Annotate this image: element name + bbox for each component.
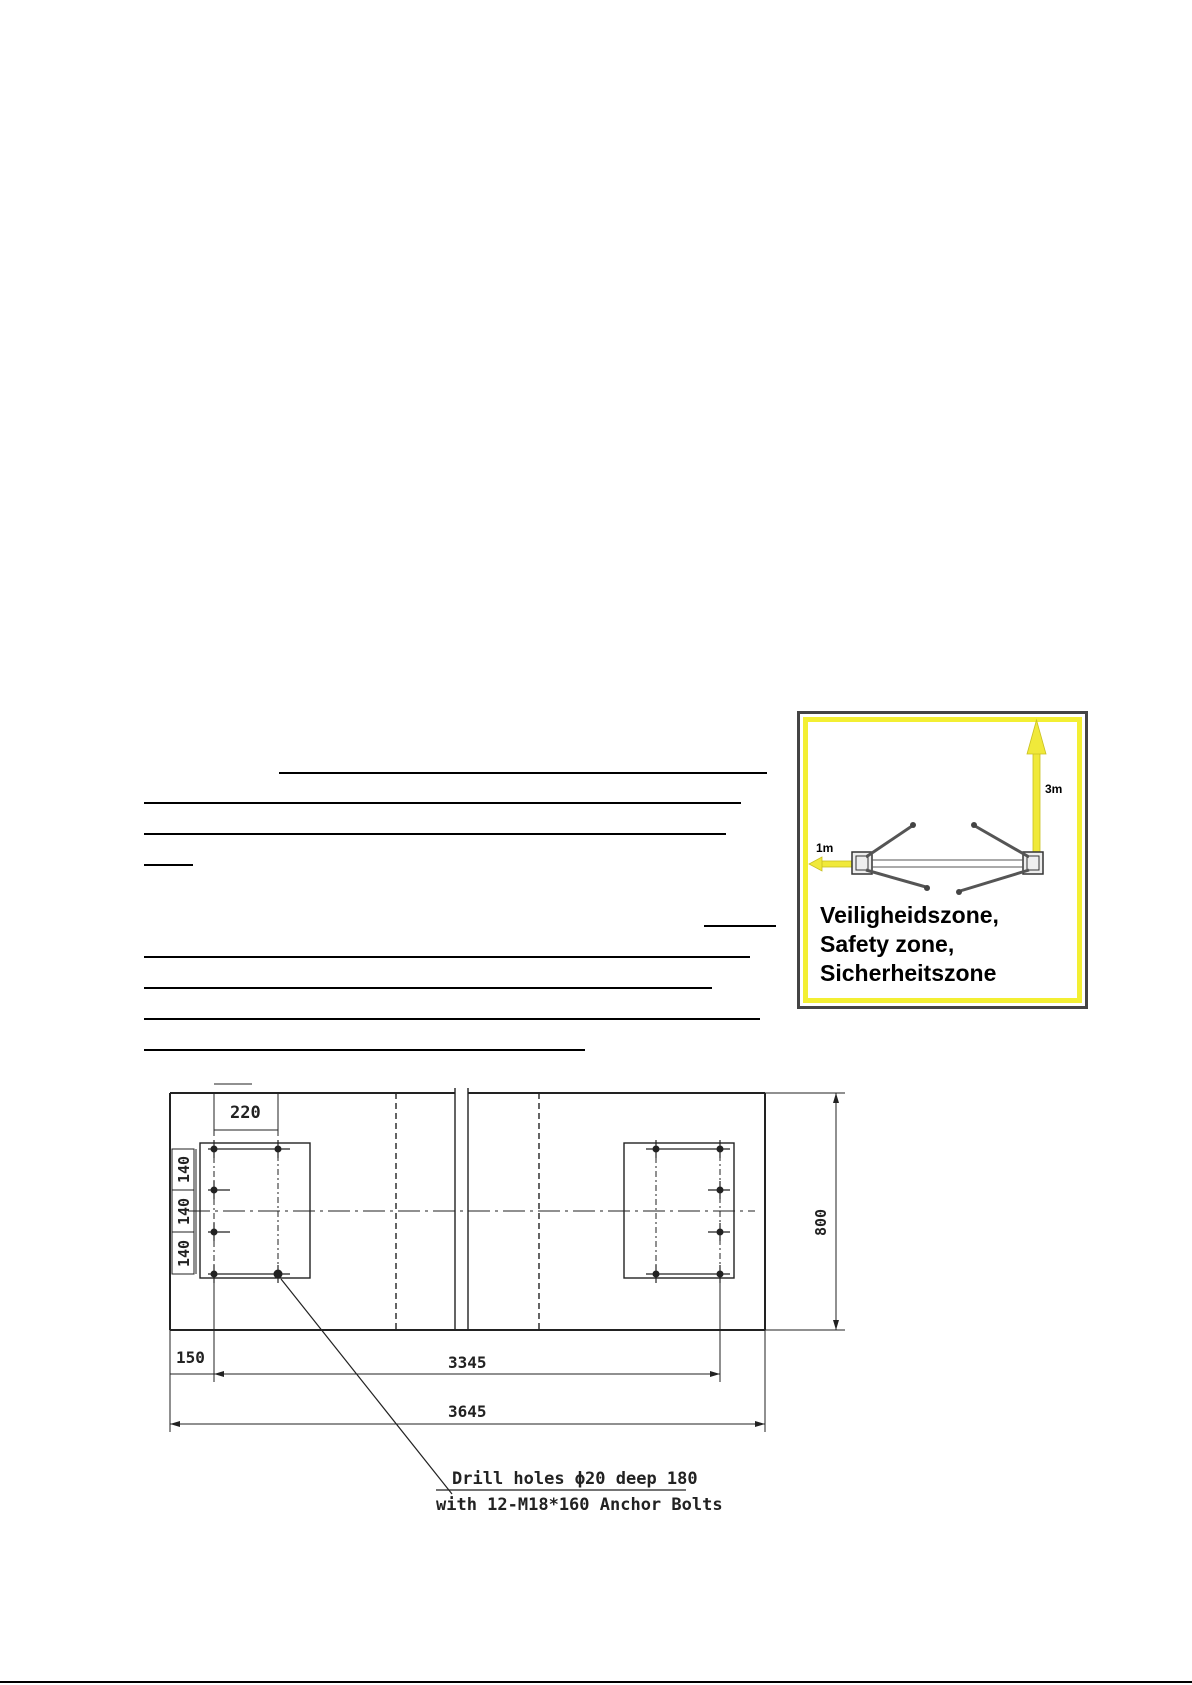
dim-3645-arrow-right: [755, 1421, 765, 1427]
anchor-hole: [211, 1187, 218, 1194]
dim-3345-arrow-right: [710, 1371, 720, 1377]
side-distance-label: 3m: [1045, 782, 1063, 796]
dim-3645-label: 3645: [448, 1402, 487, 1421]
safety-zone-label-de: Sicherheitszone: [820, 960, 997, 986]
anchor-hole: [211, 1229, 218, 1236]
drill-note-line-1: Drill holes ϕ20 deep 180: [452, 1469, 698, 1489]
drill-note-line-2: with 12-M18*160 Anchor Bolts: [436, 1495, 723, 1515]
dim-140-label-1: 140: [175, 1155, 193, 1183]
dim-140-label-2: 140: [175, 1197, 193, 1225]
dim-3345-arrow-left: [214, 1371, 224, 1377]
note-leader-line: [281, 1279, 452, 1494]
dim-800-arrow-top: [833, 1093, 839, 1103]
anchor-hole: [275, 1146, 282, 1153]
anchor-hole: [274, 1270, 283, 1279]
page-bottom-rule: [0, 1681, 1192, 1683]
front-distance-label: 1m: [816, 841, 834, 855]
dim-150-label: 150: [176, 1348, 205, 1367]
dim-140-label-3: 140: [175, 1239, 193, 1267]
dim-220-label: 220: [230, 1103, 261, 1123]
safety-zone-label-en: Safety zone,: [820, 931, 955, 957]
anchor-hole: [211, 1271, 218, 1278]
anchor-hole: [211, 1146, 218, 1153]
dim-800-arrow-bottom: [833, 1320, 839, 1330]
safety-zone-label-nl: Veiligheidszone,: [820, 902, 999, 928]
dim-3345-label: 3345: [448, 1353, 487, 1372]
dim-800-label: 800: [812, 1208, 830, 1236]
dim-3645-arrow-left: [170, 1421, 180, 1427]
